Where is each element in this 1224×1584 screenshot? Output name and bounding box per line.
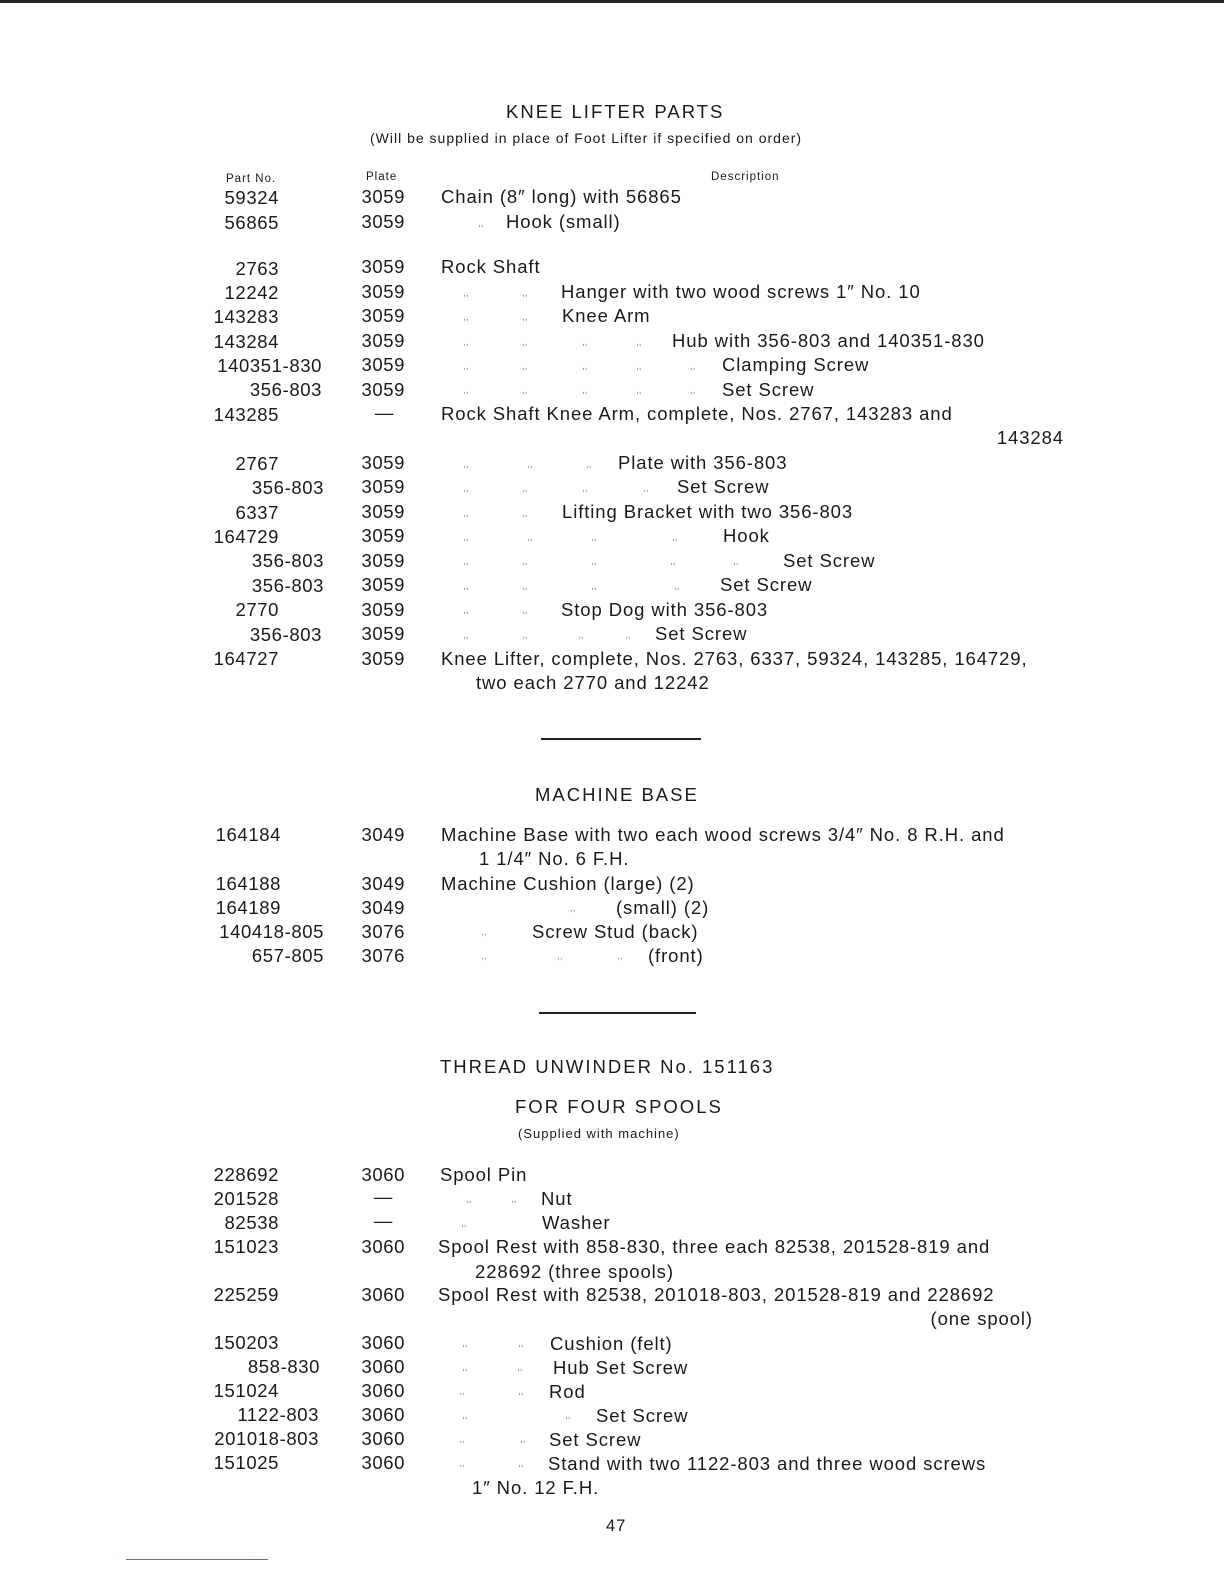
part-number: 858-830 (247, 1356, 320, 1377)
part-description: Stand with two 1122-803 and three wood screws (548, 1453, 987, 1474)
ditto-mark: ,, (625, 630, 631, 641)
part-number: 657-805 (251, 945, 324, 966)
part-description-continued: (one spool) (930, 1308, 1033, 1329)
part-description: Clamping Screw (722, 354, 870, 375)
ditto-mark: ,, (463, 459, 469, 470)
section-divider (539, 1012, 696, 1014)
ditto-mark: ,, (481, 927, 487, 938)
part-description-continued: 228692 (three spools) (475, 1261, 674, 1282)
part-description: Knee Arm (562, 305, 651, 326)
ditto-mark: ,, (463, 288, 469, 299)
ditto-mark: ,, (522, 581, 528, 592)
ditto-mark: ,, (582, 483, 588, 494)
part-description-continued: 143284 (996, 427, 1064, 448)
footer-link-rule (126, 1559, 268, 1560)
ditto-mark: ,, (578, 630, 584, 641)
part-number: 356-803 (249, 379, 322, 400)
part-description: Set Screw (783, 550, 876, 571)
part-number: 140418-805 (219, 921, 324, 942)
part-description: Machine Base with two each wood screws 3/4″ No. 8 R.H. and (441, 824, 1005, 845)
ditto-mark: ,, (520, 1434, 526, 1445)
part-number: 1122-803 (237, 1404, 319, 1425)
part-description: Machine Cushion (large) (2) (441, 873, 695, 894)
part-number: 150203 (213, 1332, 279, 1353)
ditto-mark: ,, (466, 1194, 472, 1205)
section-subheading-four-spools: FOR FOUR SPOOLS (515, 1096, 723, 1117)
ditto-mark: ,, (670, 556, 676, 567)
plate-number: 3049 (361, 824, 405, 845)
plate-number: 3059 (361, 305, 405, 326)
part-description: Set Screw (720, 574, 813, 595)
part-number: 356-803 (251, 477, 324, 498)
ditto-mark: ,, (522, 288, 528, 299)
ditto-mark: ,, (591, 581, 597, 592)
ditto-mark: ,, (636, 361, 642, 372)
ditto-mark: ,, (463, 581, 469, 592)
part-description: Rock Shaft Knee Arm, complete, Nos. 2767, 143283 and (441, 403, 953, 424)
part-description: Hook (small) (506, 211, 621, 232)
part-description: Spool Rest with 858-830, three each 82538, 201528-819 and (438, 1236, 991, 1257)
ditto-mark: ,, (617, 951, 623, 962)
part-description: Hanger with two wood screws 1″ No. 10 (561, 281, 921, 302)
part-number: 143285 (213, 404, 279, 425)
section-subtitle-knee-lifter: (Will be supplied in place of Foot Lifter if specified on order) (370, 130, 803, 146)
ditto-mark: ,, (511, 1194, 517, 1205)
part-description: Set Screw (655, 623, 748, 644)
ditto-mark: ,, (522, 337, 528, 348)
part-description-continued: 1″ No. 12 F.H. (472, 1477, 600, 1498)
part-number: 151025 (213, 1452, 279, 1473)
part-number: 2767 (235, 453, 279, 474)
section-title-machine-base: MACHINE BASE (535, 784, 699, 805)
part-description: Hook (723, 525, 770, 546)
part-number: 356-803 (251, 550, 324, 571)
column-header-description: Description (711, 171, 780, 183)
part-number: 225259 (213, 1284, 279, 1305)
ditto-mark: ,, (690, 385, 696, 396)
ditto-mark: ,, (463, 605, 469, 616)
ditto-mark: ,, (522, 630, 528, 641)
plate-number: 3049 (361, 897, 405, 918)
part-number: 82538 (224, 1212, 279, 1233)
part-number: 164729 (213, 526, 279, 547)
plate-number: 3059 (361, 211, 405, 232)
plate-number: 3060 (361, 1452, 405, 1473)
plate-number: 3059 (361, 574, 405, 595)
ditto-mark: ,, (591, 532, 597, 543)
ditto-mark: ,, (463, 385, 469, 396)
plate-number: 3060 (361, 1284, 405, 1305)
part-description: Hub Set Screw (553, 1357, 689, 1378)
ditto-mark: ,, (643, 483, 649, 494)
ditto-mark: ,, (463, 630, 469, 641)
part-description-continued: 1 1/4″ No. 6 F.H. (479, 848, 630, 869)
ditto-mark: ,, (463, 532, 469, 543)
part-description: Rod (549, 1381, 586, 1402)
ditto-mark: ,, (586, 459, 592, 470)
plate-number: 3059 (361, 525, 405, 546)
part-number: 59324 (224, 187, 279, 208)
part-description: Hub with 356-803 and 140351-830 (672, 330, 985, 351)
part-number: 356-803 (251, 575, 324, 596)
plate-number: 3059 (361, 281, 405, 302)
part-description: Set Screw (596, 1405, 689, 1426)
part-description: Rock Shaft (441, 256, 541, 277)
part-description: Knee Lifter, complete, Nos. 2763, 6337, 59324, 143285, 164729, (441, 648, 1028, 669)
part-description: Plate with 356-803 (618, 452, 788, 473)
ditto-mark: ,, (463, 337, 469, 348)
ditto-mark: ,, (459, 1386, 465, 1397)
plate-number: 3059 (361, 330, 405, 351)
ditto-mark: ,, (522, 605, 528, 616)
part-number: 228692 (213, 1164, 279, 1185)
part-number: 143284 (213, 331, 279, 352)
ditto-mark: ,, (459, 1434, 465, 1445)
part-description: Chain (8″ long) with 56865 (441, 186, 682, 207)
ditto-mark: ,, (478, 218, 484, 229)
plate-number: 3060 (361, 1164, 405, 1185)
part-description-continued: two each 2770 and 12242 (476, 672, 710, 693)
part-description: Washer (542, 1212, 611, 1233)
section-divider (541, 738, 701, 740)
ditto-mark: ,, (522, 483, 528, 494)
part-number: 164189 (215, 897, 281, 918)
ditto-mark: ,, (522, 312, 528, 323)
ditto-mark: ,, (462, 1338, 468, 1349)
part-description: Set Screw (722, 379, 815, 400)
plate-number: — (373, 1186, 393, 1207)
ditto-mark: ,, (459, 1458, 465, 1469)
column-header-part-no: Part No. (226, 173, 277, 185)
ditto-mark: ,, (591, 556, 597, 567)
part-description: Spool Rest with 82538, 201018-803, 201528-819 and 228692 (438, 1284, 995, 1305)
ditto-mark: ,, (522, 385, 528, 396)
plate-number: 3059 (361, 648, 405, 669)
ditto-mark: ,, (462, 1410, 468, 1421)
ditto-mark: ,, (522, 361, 528, 372)
ditto-mark: ,, (672, 532, 678, 543)
plate-number: 3059 (361, 379, 405, 400)
part-description: Nut (541, 1188, 573, 1209)
ditto-mark: ,, (527, 532, 533, 543)
plate-number: 3059 (361, 354, 405, 375)
plate-number: 3060 (361, 1428, 405, 1449)
plate-number: 3059 (361, 476, 405, 497)
part-number: 164188 (215, 873, 281, 894)
part-number: 56865 (224, 212, 279, 233)
ditto-mark: ,, (517, 1362, 523, 1373)
ditto-mark: ,, (461, 1218, 467, 1229)
part-description: (small) (2) (616, 897, 710, 918)
ditto-mark: ,, (518, 1386, 524, 1397)
ditto-mark: ,, (463, 508, 469, 519)
part-number: 2763 (235, 258, 279, 279)
page-number: 47 (606, 1517, 627, 1535)
ditto-mark: ,, (463, 483, 469, 494)
section-title-thread-unwinder: THREAD UNWINDER No. 151163 (440, 1056, 775, 1077)
ditto-mark: ,, (582, 385, 588, 396)
plate-number: 3060 (361, 1236, 405, 1257)
part-number: 164727 (213, 648, 279, 669)
part-description: (front) (648, 945, 704, 966)
section-subtitle-thread-unwinder: (Supplied with machine) (518, 1126, 680, 1141)
ditto-mark: ,, (463, 312, 469, 323)
part-number: 2770 (235, 599, 279, 620)
plate-number: 3060 (361, 1404, 405, 1425)
ditto-mark: ,, (690, 361, 696, 372)
part-number: 164184 (215, 824, 281, 845)
ditto-mark: ,, (565, 1410, 571, 1421)
part-number: 143283 (213, 306, 279, 327)
ditto-mark: ,, (522, 556, 528, 567)
part-number: 201018-803 (214, 1428, 319, 1449)
part-number: 151023 (213, 1236, 279, 1257)
plate-number: 3059 (361, 452, 405, 473)
plate-number: 3059 (361, 550, 405, 571)
ditto-mark: ,, (636, 385, 642, 396)
plate-number: — (374, 402, 394, 423)
ditto-mark: ,, (481, 951, 487, 962)
plate-number: 3076 (361, 945, 405, 966)
part-description: Set Screw (549, 1429, 642, 1450)
part-number: 140351-830 (217, 355, 322, 376)
plate-number: 3060 (361, 1380, 405, 1401)
plate-number: 3059 (361, 186, 405, 207)
plate-number: 3060 (361, 1332, 405, 1353)
plate-number: 3059 (361, 256, 405, 277)
part-number: 356-803 (249, 624, 322, 645)
top-rule (0, 0, 1224, 3)
ditto-mark: ,, (582, 337, 588, 348)
part-number: 12242 (224, 282, 279, 303)
ditto-mark: ,, (527, 459, 533, 470)
ditto-mark: ,, (462, 1362, 468, 1373)
plate-number: 3059 (361, 623, 405, 644)
part-description: Cushion (felt) (550, 1333, 673, 1354)
column-header-plate: Plate (366, 171, 398, 183)
part-number: 201528 (213, 1188, 279, 1209)
plate-number: 3049 (361, 873, 405, 894)
ditto-mark: ,, (570, 903, 576, 914)
part-number: 6337 (235, 502, 279, 523)
plate-number: 3059 (361, 599, 405, 620)
ditto-mark: ,, (733, 556, 739, 567)
ditto-mark: ,, (674, 581, 680, 592)
ditto-mark: ,, (518, 1338, 524, 1349)
plate-number: 3076 (361, 921, 405, 942)
ditto-mark: ,, (518, 1458, 524, 1469)
ditto-mark: ,, (463, 556, 469, 567)
part-description: Screw Stud (back) (532, 921, 699, 942)
section-title-knee-lifter: KNEE LIFTER PARTS (506, 101, 725, 122)
part-description: Stop Dog with 356-803 (561, 599, 769, 620)
plate-number: — (373, 1210, 393, 1231)
part-description: Lifting Bracket with two 356-803 (562, 501, 854, 522)
ditto-mark: ,, (463, 361, 469, 372)
ditto-mark: ,, (636, 337, 642, 348)
ditto-mark: ,, (522, 508, 528, 519)
plate-number: 3060 (361, 1356, 405, 1377)
plate-number: 3059 (361, 501, 405, 522)
ditto-mark: ,, (582, 361, 588, 372)
ditto-mark: ,, (557, 951, 563, 962)
part-description: Set Screw (677, 476, 770, 497)
part-description: Spool Pin (440, 1164, 528, 1185)
part-number: 151024 (213, 1380, 279, 1401)
